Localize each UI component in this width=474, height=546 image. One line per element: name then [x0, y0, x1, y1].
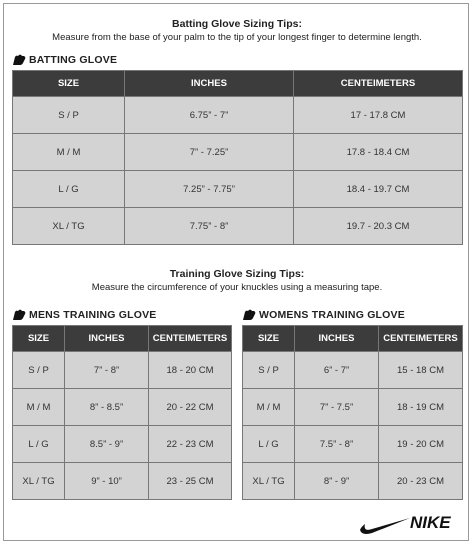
size-cell: L / G — [13, 426, 65, 463]
size-cell: M / M — [243, 389, 295, 426]
training-tips-title: Training Glove Sizing Tips: — [169, 268, 305, 280]
inches-cell: 8” - 8.5” — [65, 389, 149, 426]
centimeters-cell: 18 - 20 CM — [149, 352, 232, 389]
centimeters-cell: 15 - 18 CM — [379, 352, 463, 389]
centimeters-cell: 17.8 - 18.4 CM — [294, 134, 463, 171]
glove-icon — [12, 54, 26, 66]
batting-glove-heading — [12, 54, 117, 66]
womens-training-glove-title: WOMENS TRAINING GLOVE — [259, 309, 405, 321]
inches-cell: 9” - 10” — [65, 463, 149, 500]
table-header-row — [243, 326, 463, 352]
size-cell: S / P — [13, 352, 65, 389]
centimeters-cell: 18 - 19 CM — [379, 389, 463, 426]
column-header-size: SIZE — [13, 71, 125, 97]
column-header-size: SIZE — [13, 326, 65, 352]
centimeters-cell: 18.4 - 19.7 CM — [294, 171, 463, 208]
centimeters-cell: 20 - 23 CM — [379, 463, 463, 500]
glove-icon — [242, 309, 256, 321]
inches-cell: 7.5” - 8” — [295, 426, 379, 463]
womens-size-table — [242, 325, 463, 500]
inches-cell: 8.5” - 9” — [65, 426, 149, 463]
centimeters-cell: 19 - 20 CM — [379, 426, 463, 463]
table-row — [243, 463, 463, 500]
table-row — [243, 389, 463, 426]
centimeters-cell: 19.7 - 20.3 CM — [294, 208, 463, 245]
table-row — [13, 352, 232, 389]
inches-cell: 8” - 9” — [295, 463, 379, 500]
batting-tips-text: Measure from the base of your palm to the tip of your longest finger to determine length. — [52, 32, 422, 43]
centimeters-cell: 23 - 25 CM — [149, 463, 232, 500]
inches-cell: 7” - 7.25” — [125, 134, 294, 171]
table-row — [13, 389, 232, 426]
nike-swoosh-icon — [360, 518, 410, 534]
batting-size-table — [12, 70, 463, 245]
table-row — [13, 426, 232, 463]
glove-icon — [12, 309, 26, 321]
column-header-inches: INCHES — [125, 71, 294, 97]
centimeters-cell: 17 - 17.8 CM — [294, 97, 463, 134]
column-header-inches: INCHES — [65, 326, 149, 352]
inches-cell: 6.75” - 7” — [125, 97, 294, 134]
inches-cell: 7” - 8” — [65, 352, 149, 389]
table-row — [243, 426, 463, 463]
size-cell: L / G — [13, 171, 125, 208]
column-header-centimeters: CENTEIMETERS — [379, 326, 463, 352]
inches-cell: 7.25” - 7.75” — [125, 171, 294, 208]
table-row — [13, 463, 232, 500]
column-header-centimeters: CENTEIMETERS — [149, 326, 232, 352]
size-cell: XL / TG — [13, 208, 125, 245]
inches-cell: 6” - 7” — [295, 352, 379, 389]
table-header-row — [13, 71, 463, 97]
nike-logo — [358, 506, 462, 538]
size-cell: M / M — [13, 134, 125, 171]
table-row — [13, 208, 463, 245]
mens-training-glove-title: MENS TRAINING GLOVE — [29, 309, 157, 321]
table-row — [13, 134, 463, 171]
size-cell: L / G — [243, 426, 295, 463]
batting-tips-title: Batting Glove Sizing Tips: — [172, 18, 302, 30]
size-cell: S / P — [243, 352, 295, 389]
size-cell: XL / TG — [243, 463, 295, 500]
centimeters-cell: 22 - 23 CM — [149, 426, 232, 463]
training-tips-text: Measure the circumference of your knuckles using a measuring tape. — [91, 282, 383, 293]
table-row — [13, 171, 463, 208]
mens-training-glove-heading — [12, 309, 156, 321]
inches-cell: 7” - 7.5” — [295, 389, 379, 426]
table-header-row — [13, 326, 232, 352]
batting-glove-title: BATTING GLOVE — [29, 54, 118, 66]
table-row — [13, 97, 463, 134]
column-header-inches: INCHES — [295, 326, 379, 352]
womens-training-glove-heading — [242, 309, 405, 321]
size-cell: XL / TG — [13, 463, 65, 500]
size-cell: M / M — [13, 389, 65, 426]
table-row — [243, 352, 463, 389]
mens-size-table — [12, 325, 232, 500]
nike-wordmark: NIKE — [410, 513, 451, 532]
column-header-centimeters: CENTEIMETERS — [294, 71, 463, 97]
centimeters-cell: 20 - 22 CM — [149, 389, 232, 426]
size-cell: S / P — [13, 97, 125, 134]
inches-cell: 7.75” - 8” — [125, 208, 294, 245]
column-header-size: SIZE — [243, 326, 295, 352]
